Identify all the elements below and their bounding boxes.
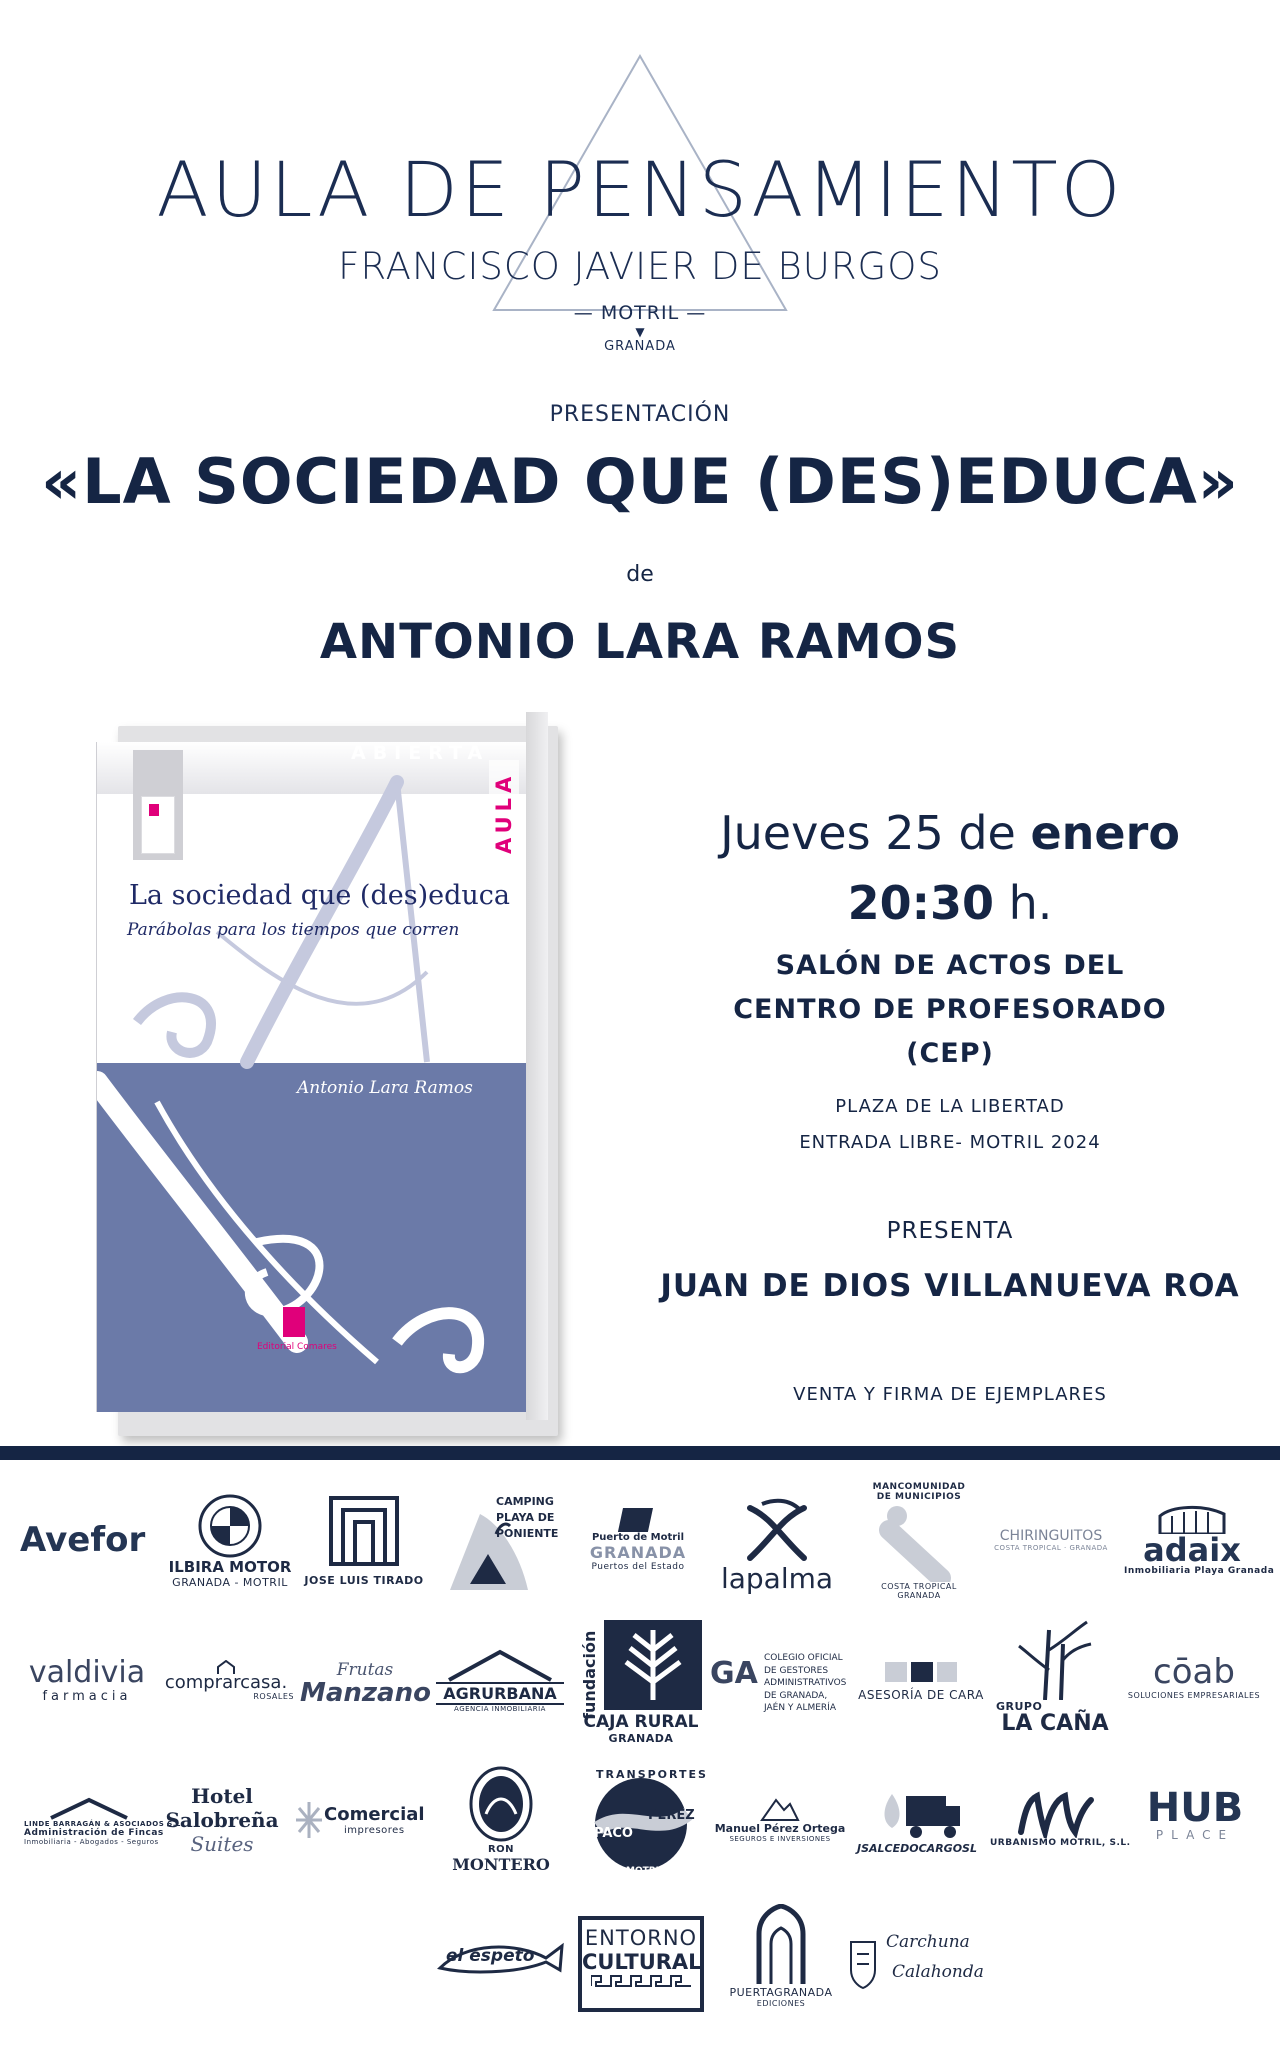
entorno-line-2: CULTURAL bbox=[582, 1950, 702, 1974]
cover-series-top: ABIERTA bbox=[351, 742, 490, 764]
valdivia-sub: farmacia bbox=[42, 1689, 132, 1704]
truck-icon bbox=[872, 1788, 962, 1842]
by-label: de bbox=[626, 562, 654, 587]
header-title: AULA DE PENSAMIENTO bbox=[156, 145, 1124, 234]
sponsor-la-cana bbox=[990, 1620, 1120, 1735]
transportes-label: TRANSPORTES bbox=[596, 1768, 708, 1781]
cover-series-side: AULA bbox=[492, 771, 516, 854]
la-cana-line-1: GRUPO bbox=[996, 1700, 1043, 1713]
sponsor-adaix bbox=[1124, 1504, 1275, 1576]
sponsor-coab bbox=[1126, 1654, 1262, 1700]
la-cana-icon bbox=[1015, 1620, 1095, 1700]
sponsor-mancomunidad bbox=[864, 1482, 974, 1600]
hotel-line-1: Hotel bbox=[191, 1784, 253, 1808]
presenter-label: PRESENTA bbox=[886, 1218, 1014, 1244]
camping-line-1: CAMPING bbox=[496, 1495, 554, 1508]
caja-rural-name: CAJA RURAL bbox=[583, 1712, 699, 1732]
manuel-mountain-icon bbox=[760, 1796, 800, 1822]
cover-calligraphic-a-icon bbox=[97, 742, 526, 1412]
asesoria-name: ASESORÍA DE CARA bbox=[858, 1688, 984, 1702]
manuel-name: Manuel Pérez Ortega bbox=[714, 1822, 846, 1835]
perez-label: PEREZ bbox=[648, 1808, 695, 1823]
sponsor-hotel-salobrena bbox=[162, 1784, 282, 1856]
sponsor-puerta-granada bbox=[718, 1904, 844, 2008]
author-name: ANTONIO LARA RAMOS bbox=[319, 614, 961, 670]
entry-info: ENTRADA LIBRE- MOTRIL 2024 bbox=[799, 1132, 1101, 1153]
sponsor-asesoria bbox=[856, 1660, 986, 1702]
ilbira-sub: GRANADA - MOTRIL bbox=[172, 1576, 288, 1589]
manuel-sub: SEGUROS E INVERSIONES bbox=[729, 1835, 831, 1843]
entorno-line-1: ENTORNO bbox=[584, 1926, 698, 1950]
puerto-line-2: GRANADA bbox=[589, 1543, 687, 1562]
sponsor-puerto-motril bbox=[578, 1508, 698, 1572]
caja-rural-wheat-icon bbox=[604, 1620, 702, 1710]
cover-publisher: Editorial Comares bbox=[257, 1342, 337, 1352]
linde-line-1: LINDE BARRAGÁN & ASOCIADOS S.L. bbox=[24, 1820, 185, 1828]
tirado-name: JOSE LUIS TIRADO bbox=[304, 1574, 424, 1587]
sponsor-lapalma bbox=[712, 1498, 842, 1595]
sponsor-chiringuitos bbox=[986, 1528, 1116, 1552]
sponsors-divider bbox=[0, 1446, 1280, 1460]
header-town: — MOTRIL — bbox=[573, 302, 707, 324]
frutas-label: Frutas bbox=[336, 1660, 394, 1680]
lapalma-icon bbox=[742, 1498, 812, 1564]
comercial-icon bbox=[294, 1800, 324, 1840]
coat-of-arms-icon bbox=[848, 1936, 878, 1990]
book-cover-image bbox=[96, 742, 526, 1412]
gestores-line-1: COLEGIO OFICIAL bbox=[764, 1653, 843, 1663]
tirado-icon bbox=[327, 1494, 401, 1568]
comercial-sub: impresores bbox=[344, 1825, 405, 1836]
sponsor-urbanismo-motril bbox=[990, 1790, 1131, 1848]
asesoria-icon bbox=[881, 1660, 961, 1684]
sponsor-comprarcasa bbox=[158, 1660, 294, 1701]
book-edge bbox=[526, 712, 548, 1420]
venue-line-1: SALÓN DE ACTOS DEL bbox=[775, 950, 1125, 981]
header-region: GRANADA bbox=[604, 339, 676, 354]
event-time bbox=[650, 876, 1250, 931]
la-cana-line-2: LA CAÑA bbox=[1001, 1711, 1109, 1736]
jsalcedo-name: JSALCEDOCARGOSL bbox=[857, 1842, 977, 1855]
puerta-sub: EDICIONES bbox=[756, 1999, 806, 2008]
ron-montero-emblem-icon bbox=[466, 1764, 536, 1844]
presenter-name: JUAN DE DIOS VILLANUEVA ROA bbox=[660, 1268, 1240, 1304]
event-hour-suffix: h. bbox=[994, 876, 1053, 930]
venue-line-2: CENTRO DE PROFESORADO bbox=[733, 994, 1167, 1025]
sponsor-ron-montero bbox=[446, 1764, 556, 1874]
sponsor-entorno-cultural bbox=[578, 1916, 704, 2012]
camping-line-2: PLAYA DE bbox=[496, 1510, 555, 1524]
gestores-mark: GA bbox=[710, 1656, 758, 1691]
fundacion-label: fundación bbox=[580, 1630, 599, 1720]
sponsor-manzano bbox=[300, 1660, 430, 1706]
mancomunidad-icon bbox=[879, 1502, 959, 1582]
transportes-globe-icon bbox=[578, 1768, 704, 1880]
sponsor-ilbira bbox=[160, 1494, 300, 1589]
ron-line-2: MONTERO bbox=[452, 1855, 550, 1874]
agrurbana-sub: AGENCIA INMOBILIARIA bbox=[454, 1705, 546, 1713]
camping-line-3: PONIENTE bbox=[496, 1526, 559, 1540]
cover-subtitle: Parábolas para los tiempos que corren bbox=[127, 920, 460, 940]
sponsor-hub-place bbox=[1132, 1785, 1258, 1842]
sponsor-manuel-perez bbox=[712, 1796, 848, 1843]
gestores-line-3: ADMINISTRATIVOS bbox=[764, 1678, 847, 1689]
hotel-line-2: Salobreña bbox=[165, 1808, 279, 1832]
paco-label: PACO bbox=[594, 1826, 633, 1841]
hub-sub: PLACE bbox=[1155, 1828, 1235, 1842]
puerta-name: PUERTAGRANADA bbox=[729, 1986, 833, 1999]
mancomunidad-line-4: GRANADA bbox=[897, 1591, 941, 1600]
adaix-name: adaix bbox=[1143, 1531, 1241, 1569]
sponsor-linde bbox=[24, 1796, 185, 1846]
transportes-sub: MOTRIL bbox=[626, 1866, 665, 1876]
linde-line-3: Inmobiliaria - Abogados - Seguros bbox=[24, 1838, 159, 1846]
header-triangle-icon: ▼ bbox=[635, 325, 645, 339]
sponsor-avefor: Avefor bbox=[20, 1520, 146, 1560]
gestores-line-5: JAÉN Y ALMERÍA bbox=[764, 1703, 836, 1714]
bmw-icon bbox=[198, 1494, 262, 1558]
carchuna-label: Carchuna bbox=[886, 1932, 970, 1952]
linde-roof-icon bbox=[49, 1796, 129, 1820]
adaix-sub: Inmobiliaria Playa Granada bbox=[1124, 1566, 1275, 1576]
coab-sub: SOLUCIONES EMPRESARIALES bbox=[1127, 1691, 1261, 1701]
greek-key-icon bbox=[591, 1974, 691, 1988]
hotel-line-3: Suites bbox=[190, 1832, 254, 1856]
sponsor-caja-rural bbox=[578, 1620, 704, 1748]
sponsor-agrurbana bbox=[436, 1648, 564, 1713]
urbanismo-monogram-icon bbox=[1015, 1790, 1095, 1838]
coab-name: cōab bbox=[1153, 1652, 1235, 1692]
linde-line-2: Administración de Fincas bbox=[24, 1828, 164, 1838]
agrurbana-name: AGRURBANA bbox=[436, 1682, 564, 1705]
event-month: enero bbox=[1030, 806, 1180, 860]
lapalma-name: lapalma bbox=[720, 1562, 834, 1595]
venue-address: PLAZA DE LA LIBERTAD bbox=[835, 1096, 1065, 1117]
manzano-name: Manzano bbox=[300, 1678, 431, 1708]
adaix-building-icon bbox=[1152, 1504, 1232, 1534]
sponsor-tirado bbox=[296, 1494, 432, 1587]
header-subtitle: FRANCISCO JAVIER DE BURGOS bbox=[338, 245, 942, 288]
espeto-name: el espeto bbox=[446, 1946, 535, 1966]
comprarcasa-sub: ROSALES bbox=[253, 1692, 294, 1701]
chiringuitos-name: CHIRINGUITOS bbox=[999, 1528, 1103, 1544]
event-hour: 20:30 bbox=[847, 876, 995, 930]
publisher-logo-icon bbox=[283, 1307, 305, 1337]
cover-title: La sociedad que (des)educa bbox=[129, 880, 510, 911]
urbanismo-name: URBANISMO MOTRIL, S.L. bbox=[990, 1838, 1131, 1848]
mancomunidad-line-2: DE MUNICIPIOS bbox=[876, 1492, 962, 1502]
sponsor-valdivia bbox=[22, 1656, 152, 1704]
agrurbana-roof-icon bbox=[445, 1648, 555, 1682]
book-title: «LA SOCIEDAD QUE (DES)EDUCA» bbox=[41, 445, 1239, 518]
mancomunidad-line-3: COSTA TROPICAL bbox=[881, 1582, 957, 1591]
ilbira-name: ILBIRA MOTOR bbox=[168, 1558, 292, 1576]
gestores-line-4: DE GRANADA, bbox=[764, 1690, 828, 1701]
comprarcasa-name: comprarcasa. bbox=[164, 1672, 288, 1693]
event-date bbox=[650, 806, 1250, 861]
presentation-label: PRESENTACIÓN bbox=[549, 402, 731, 427]
gestores-line-2: DE GESTORES bbox=[764, 1665, 829, 1676]
puerto-icon bbox=[613, 1508, 663, 1532]
cover-author: Antonio Lara Ramos bbox=[297, 1078, 473, 1098]
event-day: Jueves 25 de bbox=[720, 806, 1031, 860]
signing-note: VENTA Y FIRMA DE EJEMPLARES bbox=[793, 1384, 1107, 1405]
hub-name: HUB bbox=[1146, 1785, 1244, 1831]
mancomunidad-line-1: MANCOMUNIDAD bbox=[872, 1482, 966, 1492]
puerto-line-3: Puertos del Estado bbox=[591, 1562, 685, 1572]
valdivia-name: valdivia bbox=[28, 1655, 146, 1690]
ron-line-1: RON bbox=[487, 1844, 515, 1855]
sponsor-jsalcedo bbox=[854, 1788, 980, 1855]
caja-rural-sub: GRANADA bbox=[608, 1732, 674, 1745]
comercial-name: Comercial bbox=[324, 1804, 425, 1825]
sponsor-transportes-paco-perez bbox=[578, 1768, 708, 1880]
calahonda-label: Calahonda bbox=[892, 1962, 984, 1982]
puerto-line-1: Puerto de Motril bbox=[591, 1532, 685, 1543]
chiringuitos-sub: COSTA TROPICAL · GRANADA bbox=[994, 1544, 1108, 1552]
venue-line-3: (CEP) bbox=[906, 1038, 994, 1069]
puerta-arch-icon bbox=[751, 1904, 811, 1986]
